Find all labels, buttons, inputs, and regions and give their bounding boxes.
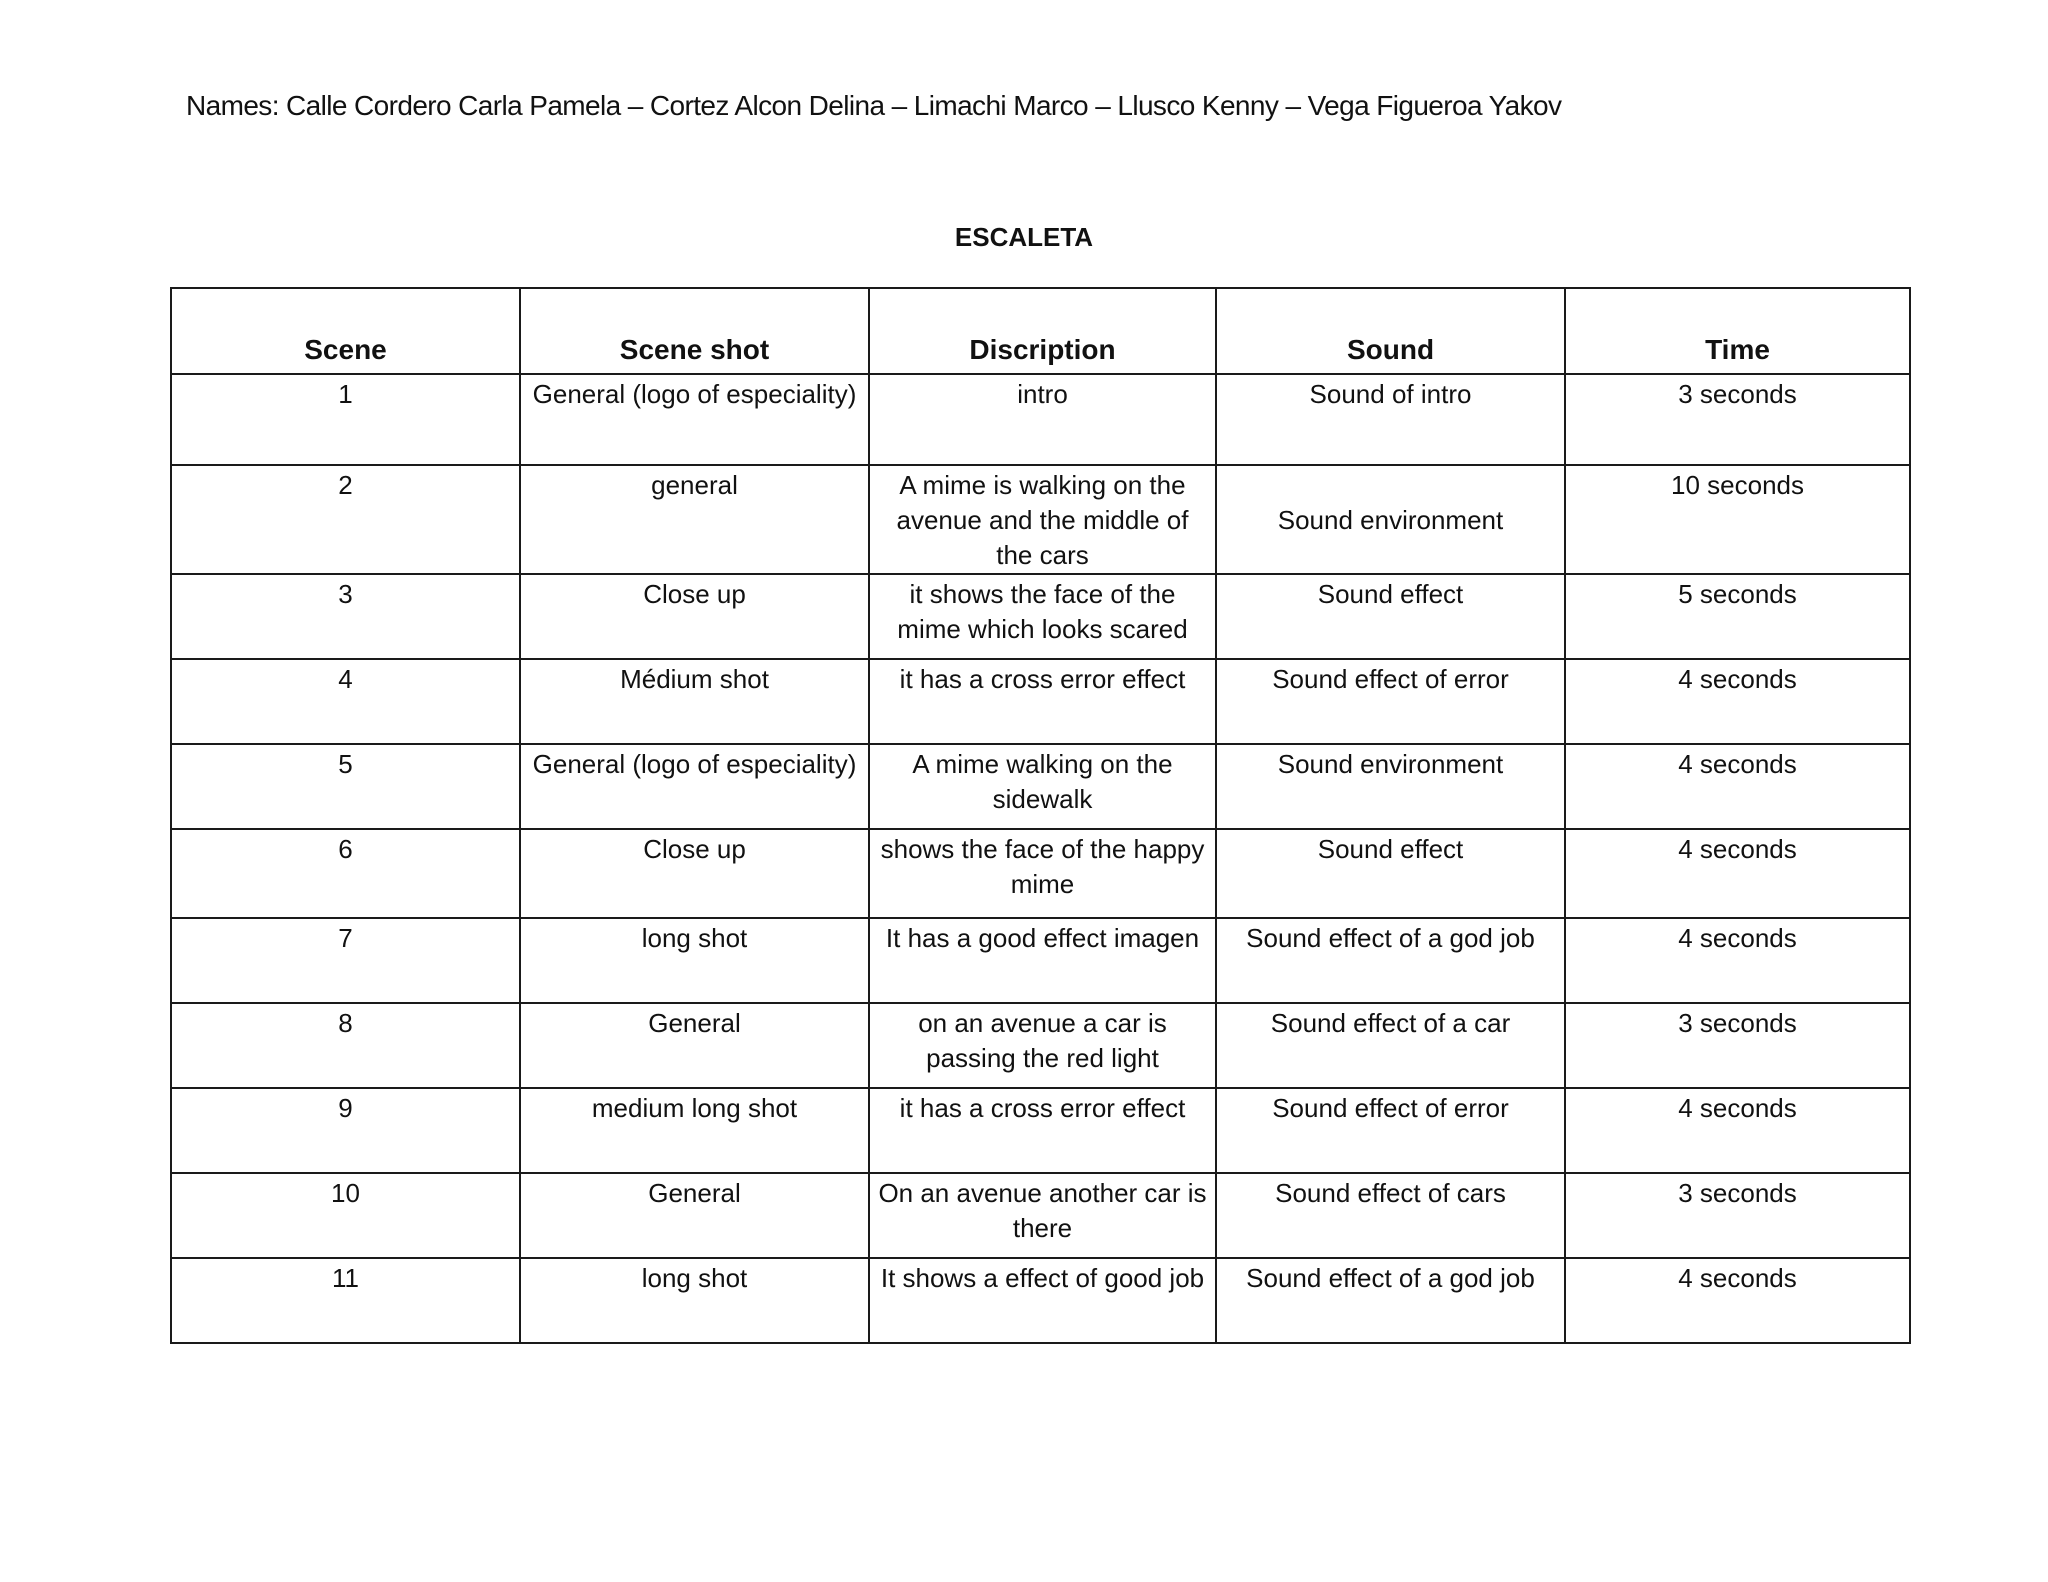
cell-shot: General (logo of especiality) — [520, 374, 869, 465]
table-row — [171, 744, 1910, 829]
cell-time: 4 seconds — [1565, 744, 1910, 829]
cell-shot: General — [520, 1003, 869, 1088]
cell-shot: general — [520, 465, 869, 574]
cell-scene: 2 — [171, 465, 520, 574]
cell-description: it has a cross error effect — [869, 1088, 1216, 1173]
table-row — [171, 1088, 1910, 1173]
cell-time: 10 seconds — [1565, 465, 1910, 574]
cell-scene: 11 — [171, 1258, 520, 1343]
cell-sound: Sound environment — [1216, 744, 1565, 829]
table-row — [171, 829, 1910, 918]
cell-shot: General — [520, 1173, 869, 1258]
cell-scene: 9 — [171, 1088, 520, 1173]
cell-scene: 5 — [171, 744, 520, 829]
cell-sound: Sound effect — [1216, 829, 1565, 918]
cell-description: It shows a effect of good job — [869, 1258, 1216, 1343]
document-title: ESCALETA — [954, 222, 1094, 252]
cell-scene: 7 — [171, 918, 520, 1003]
cell-time: 3 seconds — [1565, 1173, 1910, 1258]
cell-sound: Sound effect of a god job — [1216, 1258, 1565, 1343]
cell-scene: 6 — [171, 829, 520, 918]
cell-sound: Sound effect of error — [1216, 659, 1565, 744]
cell-time: 5 seconds — [1565, 574, 1910, 659]
cell-description: On an avenue another car is there — [869, 1173, 1216, 1258]
cell-time: 4 seconds — [1565, 829, 1910, 918]
cell-shot: medium long shot — [520, 1088, 869, 1173]
cell-shot: long shot — [520, 1258, 869, 1343]
table-row — [171, 918, 1910, 1003]
cell-time: 4 seconds — [1565, 1258, 1910, 1343]
cell-sound: Sound effect — [1216, 574, 1565, 659]
cell-description: it shows the face of the mime which looks scared — [869, 574, 1216, 659]
header-sound: Sound — [1216, 288, 1565, 374]
cell-shot: Close up — [520, 574, 869, 659]
cell-time: 4 seconds — [1565, 659, 1910, 744]
cell-description: A mime walking on the sidewalk — [869, 744, 1216, 829]
cell-sound: Sound effect of cars — [1216, 1173, 1565, 1258]
cell-sound: Sound effect of error — [1216, 1088, 1565, 1173]
cell-shot: Close up — [520, 829, 869, 918]
cell-description: shows the face of the happy mime — [869, 829, 1216, 918]
cell-time: 4 seconds — [1565, 1088, 1910, 1173]
cell-sound: Sound effect of a car — [1216, 1003, 1565, 1088]
escaleta-table — [170, 287, 1911, 1344]
names-line: Names: Calle Cordero Carla Pamela – Cortez Alcon Delina – Limachi Marco – Llusco Kenny – Vega Figueroa Yakov — [186, 90, 1562, 121]
table-row — [171, 1173, 1910, 1258]
cell-shot: long shot — [520, 918, 869, 1003]
cell-scene: 4 — [171, 659, 520, 744]
cell-description: It has a good effect imagen — [869, 918, 1216, 1003]
cell-description: intro — [869, 374, 1216, 465]
table-header-row — [171, 288, 1910, 374]
table-row — [171, 374, 1910, 465]
cell-description: A mime is walking on the avenue and the middle of the cars — [869, 465, 1216, 574]
cell-time: 3 seconds — [1565, 374, 1910, 465]
table-row — [171, 659, 1910, 744]
header-description: Discription — [869, 288, 1216, 374]
header-scene-shot: Scene shot — [520, 288, 869, 374]
cell-shot: General (logo of especiality) — [520, 744, 869, 829]
cell-scene: 8 — [171, 1003, 520, 1088]
cell-scene: 1 — [171, 374, 520, 465]
cell-scene: 3 — [171, 574, 520, 659]
cell-shot: Médium shot — [520, 659, 869, 744]
cell-scene: 10 — [171, 1173, 520, 1258]
cell-description: on an avenue a car is passing the red light — [869, 1003, 1216, 1088]
cell-description: it has a cross error effect — [869, 659, 1216, 744]
cell-sound: Sound environment — [1216, 465, 1565, 574]
table-row — [171, 1003, 1910, 1088]
header-scene: Scene — [171, 288, 520, 374]
header-time: Time — [1565, 288, 1910, 374]
cell-sound: Sound effect of a god job — [1216, 918, 1565, 1003]
table-row — [171, 465, 1910, 574]
table-row — [171, 574, 1910, 659]
cell-time: 3 seconds — [1565, 1003, 1910, 1088]
table-row — [171, 1258, 1910, 1343]
cell-sound: Sound of intro — [1216, 374, 1565, 465]
cell-time: 4 seconds — [1565, 918, 1910, 1003]
